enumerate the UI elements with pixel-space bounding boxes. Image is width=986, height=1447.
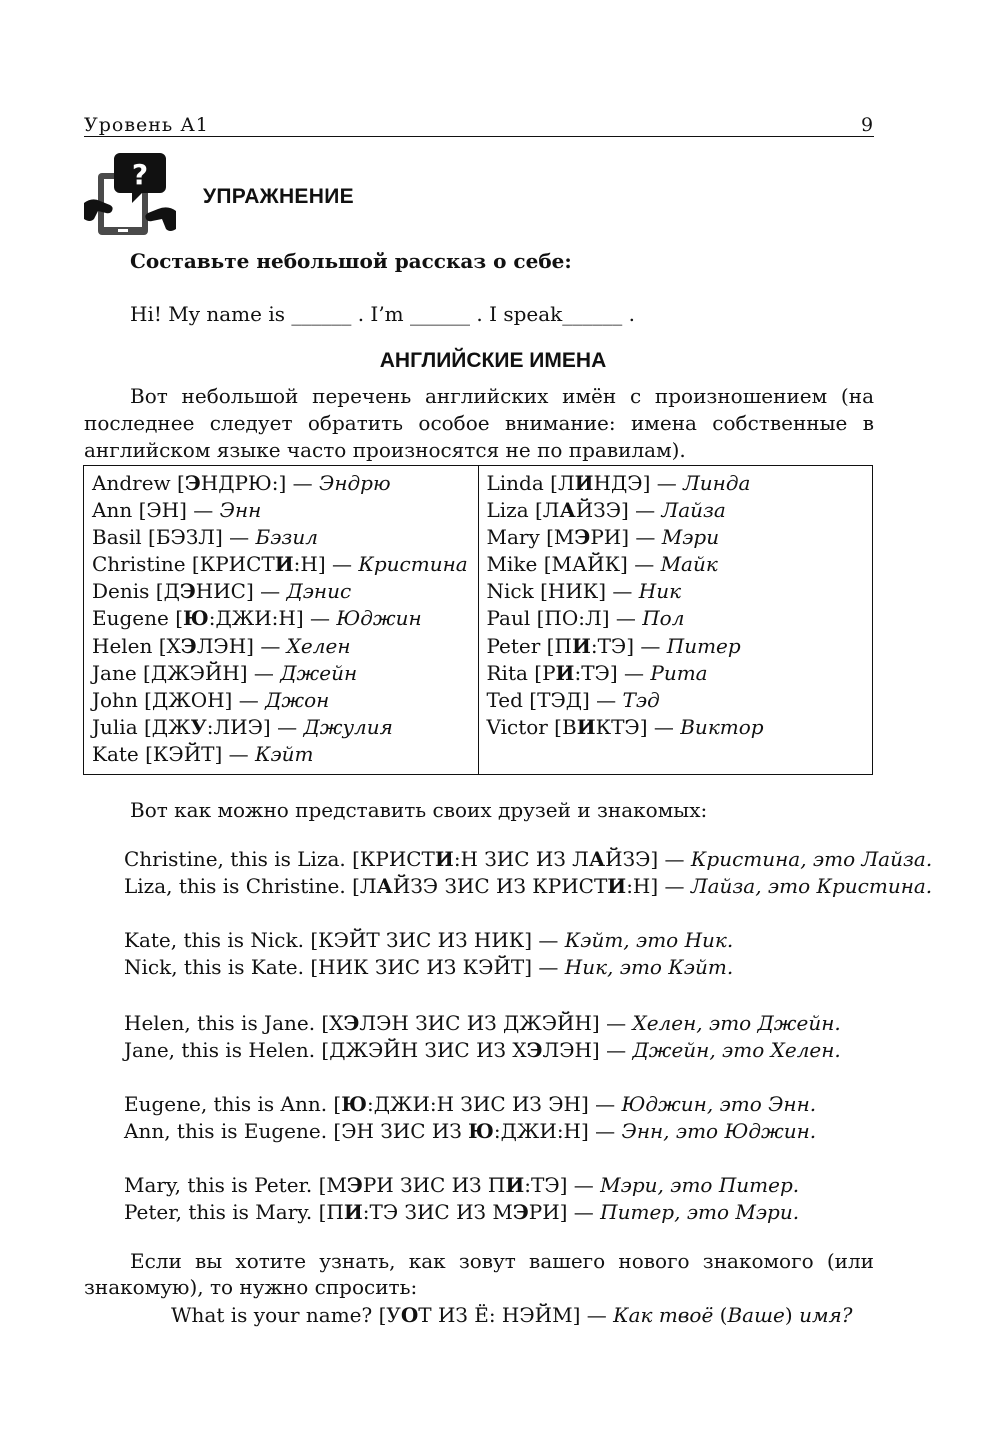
name-entry — [92, 524, 470, 551]
name-transcription: [ДЖ — [137, 714, 191, 739]
name-entry — [92, 497, 470, 524]
stress-letter: И — [274, 552, 294, 577]
introduction-transcription: ЛЭН] — — [542, 1038, 633, 1062]
stress-letter: Э — [343, 1011, 360, 1035]
name-russian: Тэд — [622, 687, 660, 712]
name-russian: Эндрю — [319, 471, 391, 495]
name-russian: Джейн — [280, 660, 358, 685]
name-russian: Виктор — [680, 714, 764, 739]
introduction-transcription-rest: :Н] — — [626, 874, 691, 898]
closing-paragraph: Если вы хотите узнать, как зовут вашего нового знакомого (или знакомую), то нужно спросить: — [84, 1249, 874, 1299]
name-english: Paul — [486, 606, 531, 631]
name-entry — [92, 687, 470, 714]
name-transcription-rest: :ТЭ] — — [574, 660, 651, 685]
introduction-english: Ann, this is Eugene. [ЭН ЗИС ИЗ — [124, 1119, 469, 1143]
name-english: Mike — [486, 552, 538, 577]
name-entry — [487, 660, 865, 687]
page-number: 9 — [861, 114, 874, 136]
name-russian: Ник — [638, 579, 682, 604]
introduction-transcription: ЙЗЭ ЗИС ИЗ КРИСТ — [392, 874, 608, 898]
name-transcription: [Л — [528, 498, 560, 523]
stress-letter: А — [376, 874, 393, 898]
stress-letter: Ю — [468, 1119, 494, 1143]
name-entry — [487, 633, 865, 660]
name-english: Victor — [486, 714, 548, 739]
name-russian: Юджин — [336, 606, 422, 631]
introductions-lead: Вот как можно представить своих друзей и знакомых: — [130, 798, 708, 822]
name-transcription: [ПО:Л] — — [530, 606, 643, 631]
name-russian: Дэнис — [286, 579, 352, 604]
name-transcription: [ТЭД] — — [522, 687, 623, 712]
introduction-line — [124, 846, 932, 873]
section-intro: Вот небольшой перечень английских имён с произношением (на последнее следует обратить особое внимание: имена собственные в английском языке часто произносятся не по правилам). — [84, 384, 874, 462]
name-russian: Питер — [666, 633, 741, 658]
introduction-line — [124, 954, 733, 981]
introduction-transcription-rest: РИ] — — [528, 1200, 601, 1224]
name-english: Peter — [486, 633, 541, 658]
name-transcription-rest: РИ] — — [590, 525, 662, 550]
name-transcription: [НИК] — — [533, 579, 639, 604]
name-entry — [92, 578, 470, 605]
introduction-line — [124, 1172, 799, 1199]
introduction-english: Kate, this is Nick. [КЭЙТ ЗИС ИЗ НИК] — — [124, 928, 565, 952]
name-english: Linda — [486, 471, 544, 495]
introduction-transcription: :ДЖИ:Н] — — [493, 1119, 622, 1143]
stress-letter: Э — [574, 525, 591, 550]
name-transcription: [П — [540, 633, 572, 658]
name-entry — [487, 497, 865, 524]
name-transcription: [ — [168, 606, 184, 631]
introduction-russian: Питер, это Мэри. — [600, 1200, 800, 1224]
question-translation-end: имя? — [799, 1303, 853, 1327]
stress-letter: Э — [179, 579, 196, 604]
name-entry — [92, 551, 470, 578]
name-transcription: [ЭН] — — [132, 498, 220, 523]
introduction-transcription: :ДЖИ:Н ЗИС ИЗ ЭН] — — [366, 1092, 622, 1116]
introduction-english: Peter, this is Mary. [П — [124, 1200, 344, 1224]
stress-letter: Э — [512, 1200, 529, 1224]
name-transcription: [ДЖЭЙН] — — [136, 660, 281, 685]
name-russian: Линда — [683, 471, 751, 495]
name-transcription: [ — [170, 471, 185, 495]
name-transcription: [В — [547, 714, 577, 739]
name-transcription: [КЭЙТ] — — [138, 741, 255, 766]
name-entry — [92, 470, 470, 497]
introduction-transcription: :Н ЗИС ИЗ Л — [453, 847, 589, 871]
introduction-transcription-rest: :ТЭ] — — [524, 1173, 601, 1197]
name-entry — [92, 660, 470, 687]
stress-letter: И — [555, 660, 575, 685]
stress-letter: И — [607, 874, 627, 898]
stress-letter: А — [588, 847, 606, 871]
exercise-title: УПРАЖНЕНИЕ — [203, 185, 354, 208]
name-transcription-rest: НДРЮ:] — — [200, 471, 320, 495]
name-transcription: [М — [539, 525, 575, 550]
name-transcription: [Х — [152, 633, 181, 658]
name-english: Eugene — [92, 606, 169, 631]
name-russian: Хелен — [286, 633, 351, 658]
stress-letter: И — [343, 1200, 363, 1224]
name-transcription-rest: :Н] — — [293, 552, 359, 577]
fill-in-sentence: Hi! My name is ______ . I’m ______ . I speak______ . — [130, 302, 635, 326]
stress-letter: И — [574, 471, 594, 495]
stress-letter: И — [576, 714, 596, 739]
introduction-line — [124, 927, 733, 954]
question-line — [171, 1303, 853, 1327]
name-english: John — [92, 687, 138, 712]
names-right-column — [478, 466, 873, 775]
introduction-russian: Кэйт, это Ник. — [564, 928, 734, 952]
name-transcription-rest: НДЭ] — — [593, 471, 684, 495]
stress-letter: Э — [180, 633, 197, 658]
name-english: Denis — [92, 579, 150, 604]
stress-letter: И — [505, 1173, 525, 1197]
stress-letter: О — [400, 1303, 419, 1327]
introduction-russian: Мэри, это Питер. — [600, 1173, 800, 1197]
introduction-english: Mary, this is Peter. [М — [124, 1173, 347, 1197]
introduction-english: Eugene, this is Ann. [ — [124, 1092, 342, 1116]
name-entry — [92, 714, 470, 741]
name-russian: Энн — [219, 498, 262, 523]
name-english: Basil — [92, 525, 142, 550]
stress-letter: Ю — [341, 1092, 367, 1116]
name-english: Ann — [92, 498, 133, 523]
name-entry — [487, 551, 865, 578]
name-russian: Кристина — [358, 552, 468, 577]
section-heading: АНГЛИЙСКИЕ ИМЕНА — [379, 349, 607, 372]
introduction-english: Jane, this is Helen. [ДЖЭЙН ЗИС ИЗ Х — [124, 1038, 527, 1062]
introduction-russian: Ник, это Кэйт. — [564, 955, 734, 979]
name-russian: Лайза — [661, 498, 726, 523]
name-english: Kate — [92, 741, 139, 766]
introduction-transcription: РИ ЗИС ИЗ П — [362, 1173, 506, 1197]
name-russian: Кэйт — [255, 741, 314, 766]
introduction-english: Nick, this is Kate. [НИК ЗИС ИЗ КЭЙТ] — — [124, 955, 565, 979]
name-english: Liza — [486, 498, 529, 523]
name-english: Julia — [92, 714, 138, 739]
name-english: Helen — [92, 633, 153, 658]
introduction-russian: Хелен, это Джейн. — [632, 1011, 841, 1035]
stress-letter: И — [434, 847, 454, 871]
name-transcription-rest: НИС] — — [195, 579, 287, 604]
name-transcription-rest: :ЛИЭ] — — [206, 714, 304, 739]
name-russian: Бэзил — [255, 525, 318, 550]
stress-letter: Э — [346, 1173, 363, 1197]
introduction-transcription: :ТЭ ЗИС ИЗ М — [362, 1200, 513, 1224]
name-entry — [487, 687, 865, 714]
name-transcription: [МАЙК] — — [537, 552, 661, 577]
name-transcription-rest: ЛЭН] — — [196, 633, 287, 658]
name-transcription-rest: :ДЖИ:Н] — — [208, 606, 337, 631]
name-entry — [92, 633, 470, 660]
question-translation-polite: Ваше — [727, 1303, 785, 1327]
introduction-line — [124, 1118, 816, 1145]
paren-open: ( — [713, 1303, 728, 1327]
name-transcription-rest: ЙЗЭ] — — [575, 498, 662, 523]
name-english: Christine — [92, 552, 186, 577]
introduction-transcription-rest: ЙЗЭ] — — [605, 847, 691, 871]
stress-letter: И — [571, 633, 591, 658]
name-english: Mary — [486, 525, 540, 550]
names-left-column — [84, 466, 479, 775]
name-russian: Пол — [642, 606, 685, 631]
svg-text:?: ? — [131, 158, 149, 191]
name-transcription-rest: КТЭ] — — [595, 714, 681, 739]
introduction-english: Christine, this is Liza. [КРИСТ — [124, 847, 435, 871]
name-russian: Мэри — [661, 525, 720, 550]
introduction-russian: Кристина, это Лайза. — [690, 847, 933, 871]
name-transcription: [Р — [527, 660, 556, 685]
introduction-russian: Юджин, это Энн. — [621, 1092, 817, 1116]
name-entry — [92, 741, 470, 768]
introduction-english: Helen, this is Jane. [Х — [124, 1011, 344, 1035]
introduction-transcription: ЛЭН ЗИС ИЗ ДЖЭЙН] — — [359, 1011, 633, 1035]
paren-close: ) — [784, 1303, 800, 1327]
name-english: Rita — [486, 660, 528, 685]
header-divider — [84, 136, 874, 137]
name-english: Nick — [486, 579, 534, 604]
introduction-line — [124, 873, 932, 900]
stress-letter: А — [559, 498, 576, 523]
exercise-icon — [82, 151, 178, 237]
stress-letter: Ю — [183, 606, 209, 631]
introduction-russian: Джейн, это Хелен. — [632, 1038, 841, 1062]
name-transcription: [Л — [543, 471, 575, 495]
name-russian: Рита — [650, 660, 708, 685]
names-table — [83, 465, 873, 775]
name-english: Andrew — [92, 471, 171, 495]
question-translation: Как твоё — [613, 1303, 714, 1327]
name-entry — [487, 578, 865, 605]
name-transcription: [ДЖОН] — — [137, 687, 266, 712]
name-russian: Майк — [660, 552, 718, 577]
name-transcription: [Д — [149, 579, 180, 604]
introduction-line — [124, 1037, 841, 1064]
name-english: Ted — [486, 687, 523, 712]
name-entry — [487, 470, 865, 497]
name-transcription-rest: :ТЭ] — — [590, 633, 667, 658]
introduction-line — [124, 1091, 816, 1118]
name-entry — [487, 605, 865, 632]
name-russian: Джулия — [303, 714, 393, 739]
stress-letter: Э — [526, 1038, 543, 1062]
introduction-english: Liza, this is Christine. [Л — [124, 874, 377, 898]
running-header: Уровень А1 — [84, 114, 209, 136]
stress-letter: У — [190, 714, 207, 739]
introduction-russian: Лайза, это Кристина. — [690, 874, 933, 898]
name-transcription: [БЭЗЛ] — — [141, 525, 256, 550]
name-russian: Джон — [265, 687, 330, 712]
stress-letter: Э — [184, 471, 201, 495]
name-entry — [487, 714, 865, 741]
introduction-russian: Энн, это Юджин. — [621, 1119, 817, 1143]
name-entry — [92, 605, 470, 632]
question-transcription: Т ИЗ Ё: НЭЙМ] — — [418, 1303, 614, 1327]
introduction-line — [124, 1199, 799, 1226]
exercise-instruction: Составьте небольшой рассказ о себе: — [130, 249, 572, 273]
name-english: Jane — [92, 660, 137, 685]
name-transcription: [КРИСТ — [185, 552, 275, 577]
name-entry — [487, 524, 865, 551]
question-text: What is your name? [У — [171, 1303, 401, 1327]
introduction-line — [124, 1010, 841, 1037]
